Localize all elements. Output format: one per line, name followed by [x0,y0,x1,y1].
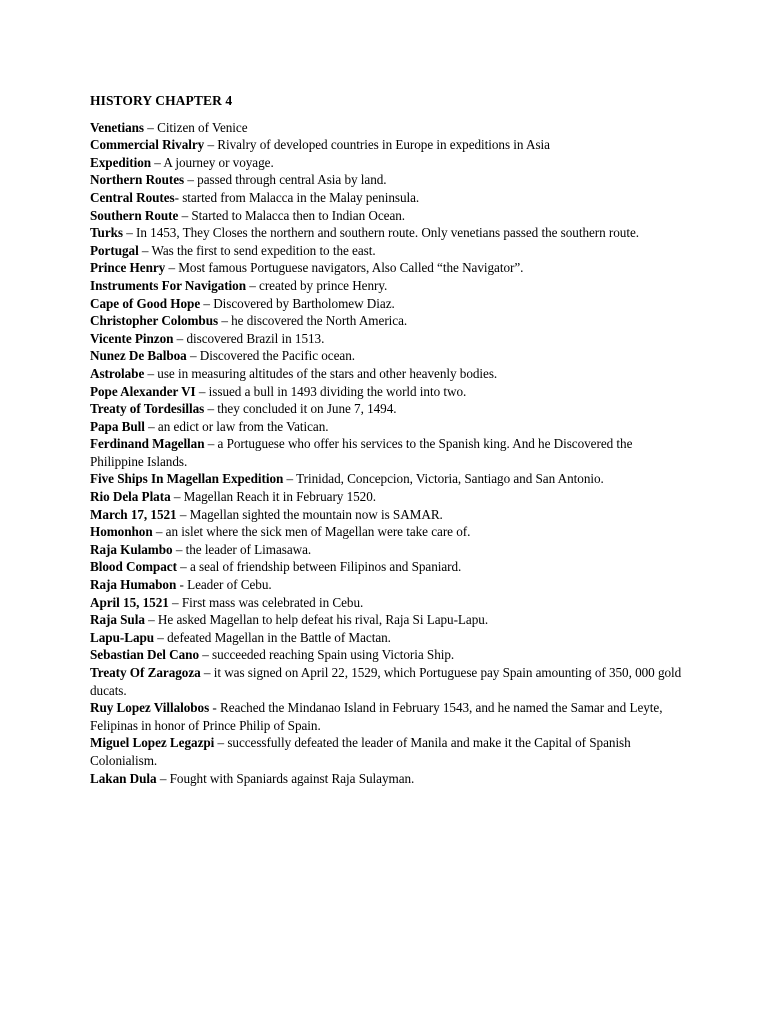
glossary-entry [90,770,684,788]
entry-definition: – issued a bull in 1493 dividing the world into two. [195,383,467,399]
entry-definition: – passed through central Asia by land. [184,172,387,188]
entry-term: Nunez De Balboa [90,348,187,364]
entry-definition: – succeeded reaching Spain using Victoria Ship. [199,647,455,663]
entry-term: Treaty of Tordesillas [90,401,205,417]
entry-term: Ruy Lopez Villalobos [90,700,210,716]
entry-definition: – it was signed on April 22, 1529, which Portuguese pay Spain amounting of 350, 000 gold ducats. [90,665,682,698]
glossary-entry [90,154,684,172]
entry-definition: – the leader of Limasawa. [172,541,312,557]
entry-term: Raja Humabon [90,577,177,593]
glossary-entry [90,383,684,401]
glossary-entry [90,277,684,295]
entry-term: Venetians [90,119,145,135]
glossary-entry [90,259,684,277]
entry-term: Turks [90,225,123,241]
entry-term: Ferdinand Magellan [90,436,205,452]
entry-term: Miguel Lopez Legazpi [90,735,215,751]
entry-term: Northern Routes [90,172,185,188]
glossary-entry [90,664,684,699]
entry-term: Commercial Rivalry [90,137,205,153]
entry-definition: – created by prince Henry. [245,277,388,293]
entry-term: April 15, 1521 [90,594,169,610]
glossary-entry [90,594,684,612]
glossary-entry [90,400,684,418]
glossary-entry [90,558,684,576]
glossary-entry [90,365,684,383]
entry-definition: – Discovered the Pacific ocean. [186,348,356,364]
entry-term: Lapu-Lapu [90,629,155,645]
entry-term: Sebastian Del Cano [90,647,200,663]
glossary-entry [90,699,684,734]
entry-term: Cape of Good Hope [90,295,201,311]
entry-definition: – Discovered by Bartholomew Diaz. [200,295,395,311]
entry-definition: – Rivalry of developed countries in Europe in expeditions in Asia [204,137,550,153]
entry-term: Expedition [90,154,152,170]
glossary-entry [90,734,684,769]
entry-definition: – use in measuring altitudes of the stars and other heavenly bodies. [144,365,498,381]
entry-term: Lakan Dula [90,770,157,786]
glossary-entry [90,541,684,559]
entry-definition: – defeated Magellan in the Battle of Mactan. [154,629,391,645]
entry-definition: – a seal of friendship between Filipinos and Spaniard. [176,559,462,575]
entry-definition: - Reached the Mindanao Island in February 1543, and he named the Samar and Leyte, Felipinas in honor of Prince Philip of Spain. [90,700,663,733]
glossary-entry [90,242,684,260]
entry-definition: – First mass was celebrated in Cebu. [168,594,364,610]
entry-term: Papa Bull [90,418,145,434]
entry-term: Homonhon [90,524,153,540]
entry-definition: – Trinidad, Concepcion, Victoria, Santiago and San Antonio. [283,471,604,487]
entry-definition: - Leader of Cebu. [176,577,272,593]
entry-definition: – Was the first to send expedition to the east. [138,242,376,258]
entry-definition: – Most famous Portuguese navigators, Also Called “the Navigator”. [165,260,524,276]
document-title: HISTORY CHAPTER 4 [90,93,233,108]
entry-term: Christopher Colombus [90,313,219,329]
glossary-entry [90,136,684,154]
glossary-entry [90,418,684,436]
entry-term: Raja Sula [90,612,145,628]
entry-definition: – discovered Brazil in 1513. [173,330,325,346]
glossary-entry [90,224,684,242]
glossary-entry [90,347,684,365]
entry-definition: – Fought with Spaniards against Raja Sulayman. [156,770,415,786]
glossary-entry [90,506,684,524]
glossary-entry [90,330,684,348]
entry-definition: – they concluded it on June 7, 1494. [204,401,397,417]
entry-definition: – an edict or law from the Vatican. [144,418,329,434]
glossary-entry [90,119,684,137]
glossary-entry [90,295,684,313]
entry-definition: – A journey or voyage. [151,154,274,170]
entry-term: Pope Alexander VI [90,383,196,399]
glossary-list [90,119,684,788]
glossary-entry [90,523,684,541]
glossary-entry [90,576,684,594]
glossary-entry [90,629,684,647]
entry-term: Astrolabe [90,365,145,381]
entry-term: Portugal [90,242,139,258]
entry-term: Rio Dela Plata [90,489,171,505]
entry-definition: – Magellan sighted the mountain now is SAMAR. [176,506,443,522]
glossary-entry [90,189,684,207]
entry-term: Five Ships In Magellan Expedition [90,471,284,487]
entry-term: Prince Henry [90,260,166,276]
entry-term: Vicente Pinzon [90,330,174,346]
entry-definition: – Started to Malacca then to Indian Ocean. [178,207,406,223]
entry-term: Treaty Of Zaragoza [90,665,201,680]
entry-term: March 17, 1521 [90,506,177,522]
entry-definition: – Magellan Reach it in February 1520. [170,489,376,505]
entry-definition: – He asked Magellan to help defeat his rival, Raja Si Lapu-Lapu. [144,612,489,628]
glossary-entry [90,470,684,488]
glossary-entry [90,171,684,189]
entry-term: Central Routes [90,189,175,205]
entry-term: Instruments For Navigation [90,277,246,293]
glossary-entry [90,207,684,225]
entry-definition: – a Portuguese who offer his services to the Spanish king. And he Discovered the Philippine Islands. [90,436,633,469]
glossary-entry [90,312,684,330]
entry-definition: - started from Malacca in the Malay peninsula. [174,189,420,205]
glossary-entry [90,611,684,629]
entry-term: Blood Compact [90,559,177,575]
entry-definition: – Citizen of Venice [144,119,248,135]
glossary-entry [90,435,684,470]
glossary-entry [90,646,684,664]
entry-term: Southern Route [90,207,179,223]
glossary-entry [90,488,684,506]
entry-definition: – an islet where the sick men of Magellan were take care of. [152,524,471,540]
entry-definition: – he discovered the North America. [218,313,408,329]
entry-definition: – successfully defeated the leader of Manila and make it the Capital of Spanish Colonialism. [90,735,631,768]
entry-term: Raja Kulambo [90,541,173,557]
entry-definition: – In 1453, They Closes the northern and southern route. Only venetians passed the southern route. [123,225,640,241]
